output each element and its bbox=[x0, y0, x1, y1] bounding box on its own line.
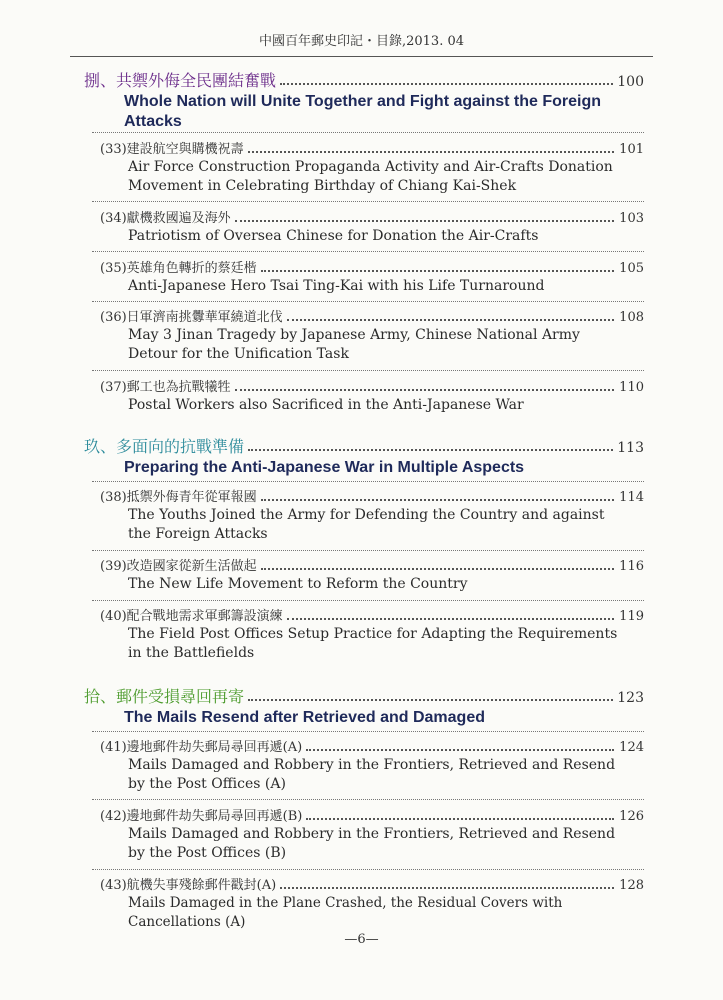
entry-zh-title: (33)建設航空與購機祝壽 bbox=[100, 142, 244, 157]
page-number: 105 bbox=[619, 261, 644, 276]
dot-leader bbox=[287, 608, 614, 620]
entry-zh-title: (37)郵工也為抗戰犧牲 bbox=[100, 380, 231, 395]
entry-zh-title: (39)改造國家從新生活做起 bbox=[100, 559, 257, 574]
page-number: 100 bbox=[617, 74, 644, 90]
section-zh-title: 玖、多面向的抗戰準備 bbox=[84, 437, 245, 456]
entry-zh-title: (36)日軍濟南挑釁華軍繞道北伐 bbox=[100, 310, 283, 325]
toc-entry-35 bbox=[100, 257, 644, 296]
entry-en-title: The Youths Joined the Army for Defending the Country and against the Foreign Attacks bbox=[128, 507, 605, 542]
section-zh-title: 捌、共禦外侮全民團結奮戰 bbox=[84, 71, 277, 90]
dot-leader bbox=[261, 260, 614, 272]
separator bbox=[92, 132, 644, 133]
entry-en-title: Anti-Japanese Hero Tsai Ting-Kai with his Life Turnaround bbox=[128, 278, 545, 294]
entry-zh-title: (38)抵禦外侮青年從軍報國 bbox=[100, 490, 257, 505]
section-en-title: Whole Nation will Unite Together and Fight against the Foreign Attacks bbox=[124, 93, 602, 130]
separator bbox=[92, 301, 644, 302]
page-number: 114 bbox=[619, 490, 644, 505]
section-heading-9 bbox=[84, 434, 644, 478]
toc-entry-34 bbox=[100, 207, 644, 246]
entry-zh-title: (35)英雄角色轉折的蔡廷楷 bbox=[100, 261, 257, 276]
page-number: 103 bbox=[619, 211, 644, 226]
dot-leader bbox=[248, 689, 613, 701]
dot-leader bbox=[261, 558, 614, 570]
dot-leader bbox=[235, 379, 614, 391]
dot-leader bbox=[248, 439, 613, 451]
separator bbox=[92, 251, 644, 252]
dot-leader bbox=[280, 877, 614, 889]
dot-leader bbox=[306, 739, 614, 751]
entry-zh-title: (40)配合戰地需求軍郵籌設演練 bbox=[100, 609, 283, 624]
dot-leader bbox=[235, 210, 614, 222]
toc-entry-39 bbox=[100, 555, 644, 594]
dot-leader bbox=[248, 141, 614, 153]
entry-en-title: Patriotism of Oversea Chinese for Donation the Air-Crafts bbox=[128, 228, 539, 244]
separator bbox=[92, 869, 644, 870]
dot-leader bbox=[306, 808, 614, 820]
page-number: 116 bbox=[619, 559, 644, 574]
entry-en-title: May 3 Jinan Tragedy by Japanese Army, Chinese National Army Detour for the Unification Task bbox=[128, 327, 580, 362]
page-number: 124 bbox=[619, 740, 644, 755]
separator bbox=[92, 481, 644, 482]
entry-zh-title: (43)航機失事殘餘郵件戳封(A) bbox=[100, 878, 277, 893]
page-number: 108 bbox=[619, 310, 644, 325]
section-en-title: Preparing the Anti-Japanese War in Multiple Aspects bbox=[124, 459, 525, 476]
dot-leader bbox=[280, 73, 613, 85]
entry-en-title: Mails Damaged in the Plane Crashed, the Residual Covers with Cancellations (A) bbox=[128, 895, 563, 930]
separator bbox=[92, 799, 644, 800]
entry-zh-title: (34)獻機救國遍及海外 bbox=[100, 211, 231, 226]
separator bbox=[92, 370, 644, 371]
page-number: 128 bbox=[619, 878, 644, 893]
dot-leader bbox=[261, 489, 614, 501]
header-rule bbox=[70, 56, 653, 57]
page-number: 113 bbox=[617, 440, 644, 456]
toc-entry-41 bbox=[100, 736, 644, 794]
page-number: 126 bbox=[619, 809, 644, 824]
section-heading-8 bbox=[84, 68, 644, 132]
entry-en-title: Postal Workers also Sacrificed in the Anti-Japanese War bbox=[128, 397, 524, 413]
section-en-title: The Mails Resend after Retrieved and Damaged bbox=[124, 709, 485, 726]
toc-entry-43 bbox=[100, 874, 644, 932]
page-footer-number: —6— bbox=[344, 932, 379, 947]
entry-en-title: Mails Damaged and Robbery in the Frontiers, Retrieved and Resend by the Post Offices (B) bbox=[128, 826, 616, 861]
toc-entry-42 bbox=[100, 805, 644, 863]
section-zh-title: 拾、郵件受損尋回再寄 bbox=[84, 687, 245, 706]
page-number: 101 bbox=[619, 142, 644, 157]
section-heading-10 bbox=[84, 684, 644, 728]
page-number: 119 bbox=[619, 609, 644, 624]
separator bbox=[92, 600, 644, 601]
separator bbox=[92, 731, 644, 732]
page-number: 123 bbox=[617, 690, 644, 706]
toc-entry-37 bbox=[100, 376, 644, 415]
entry-en-title: Air Force Construction Propaganda Activity and Air-Crafts Donation Movement in Celebrating Birthday of Chiang Kai-Shek bbox=[128, 159, 613, 194]
entry-en-title: Mails Damaged and Robbery in the Frontiers, Retrieved and Resend by the Post Offices (A) bbox=[128, 757, 616, 792]
entry-en-title: The Field Post Offices Setup Practice for Adapting the Requirements in the Battlefields bbox=[128, 626, 618, 661]
toc-entry-36 bbox=[100, 306, 644, 364]
separator bbox=[92, 550, 644, 551]
toc-entry-38 bbox=[100, 486, 644, 544]
separator bbox=[92, 201, 644, 202]
page-number: 110 bbox=[619, 380, 644, 395]
entry-zh-title: (42)邊地郵件劫失郵局尋回再遞(B) bbox=[100, 809, 303, 824]
entry-zh-title: (41)邊地郵件劫失郵局尋回再遞(A) bbox=[100, 740, 303, 755]
toc-entry-33 bbox=[100, 138, 644, 196]
entry-en-title: The New Life Movement to Reform the Country bbox=[128, 576, 468, 592]
toc-entry-40 bbox=[100, 605, 644, 663]
dot-leader bbox=[287, 309, 614, 321]
running-header: 中國百年郵史印記・目錄,2013. 04 bbox=[258, 34, 465, 49]
